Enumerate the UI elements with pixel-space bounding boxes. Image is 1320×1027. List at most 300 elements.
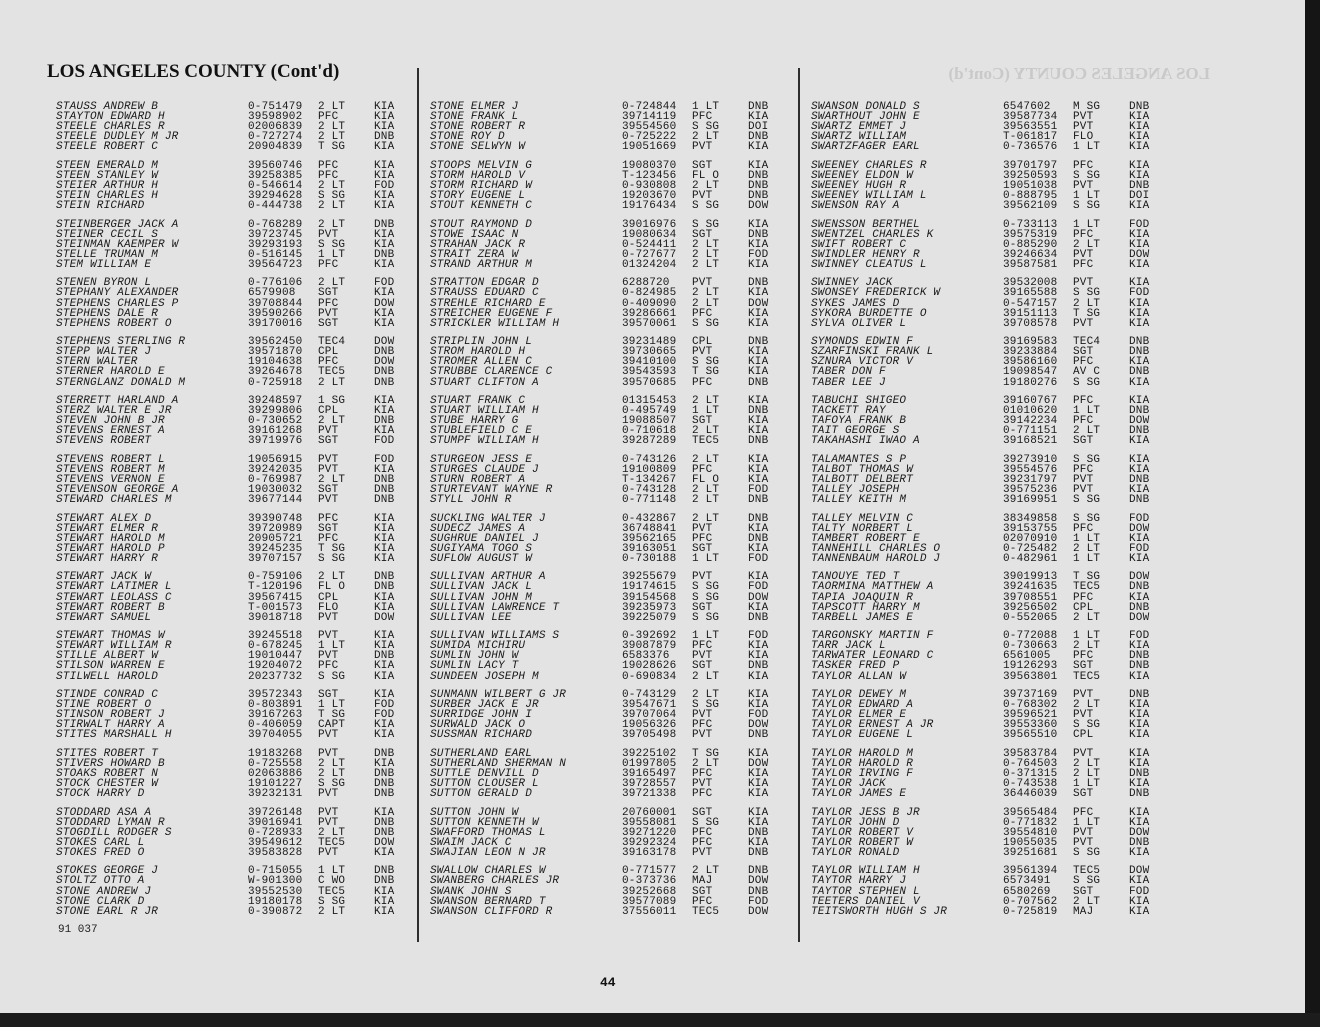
- entry-serial: 39583828: [248, 846, 303, 859]
- entry-name: STROMER ALLEN C: [430, 356, 533, 369]
- entry-name: STAYTON EDWARD H: [56, 111, 165, 124]
- entry-rank: S SG: [318, 238, 346, 251]
- entry-status: DOW: [374, 836, 395, 849]
- entry-status: DNB: [374, 248, 395, 261]
- entry-status: DNB: [748, 336, 769, 349]
- entry-rank: 2 LT: [1073, 699, 1101, 712]
- entry-rank: S SG: [692, 611, 720, 624]
- entry-name: STUART FRANK C: [430, 394, 526, 407]
- roster-group: [56, 866, 416, 925]
- entry-serial: 39251681: [1003, 846, 1058, 859]
- roster-entry: [430, 142, 790, 152]
- entry-name: TANNEHILL CHARLES O: [811, 542, 941, 555]
- entry-status: KIA: [748, 394, 769, 407]
- entry-serial: 39160767: [1003, 394, 1058, 407]
- entry-rank: PFC: [1073, 522, 1094, 535]
- entry-rank: 2 LT: [318, 757, 346, 770]
- entry-rank: SGT: [692, 415, 713, 428]
- entry-serial: 0-727677: [622, 248, 677, 261]
- show-through-title: LOS ANGELES COUNTY (Cont'd): [948, 64, 1210, 83]
- entry-name: SULLIVAN LEE: [430, 611, 512, 624]
- entry-serial: 0-728933: [248, 826, 303, 839]
- entry-status: KIA: [1129, 552, 1150, 565]
- entry-serial: 39726148: [248, 806, 303, 819]
- entry-status: KIA: [374, 542, 395, 555]
- entry-rank: CPL: [692, 336, 713, 349]
- entry-rank: 1 LT: [692, 101, 720, 113]
- entry-rank: S SG: [318, 670, 346, 683]
- entry-name: STOKES FRED O: [56, 846, 145, 859]
- roster-group: [430, 337, 790, 396]
- roster-entry: [811, 260, 1171, 270]
- entry-name: STURN ROBERT A: [430, 473, 526, 486]
- entry-rank: S SG: [318, 895, 346, 908]
- entry-status: KIA: [374, 522, 395, 535]
- entry-rank: PFC: [318, 532, 339, 545]
- entry-name: STILLE ALBERT W: [56, 650, 159, 663]
- entry-rank: 1 LT: [1073, 190, 1101, 203]
- entry-name: STUART WILLIAM H: [430, 405, 539, 418]
- roster-entry: [430, 672, 790, 682]
- entry-name: STYLL JOHN R: [430, 494, 512, 507]
- entry-serial: 01010620: [1003, 405, 1058, 418]
- entry-rank: PFC: [692, 376, 713, 389]
- entry-status: FOD: [748, 709, 769, 722]
- entry-name: SUTTON CLOUSER L: [430, 778, 539, 791]
- entry-rank: PVT: [692, 846, 713, 859]
- entry-serial: 39235973: [622, 601, 677, 614]
- entry-name: STEWART ROBERT B: [56, 601, 165, 614]
- entry-serial: 0-764503: [1003, 757, 1058, 770]
- entry-serial: T-061817: [1003, 131, 1058, 144]
- entry-status: KIA: [748, 453, 769, 466]
- entry-rank: C WO: [318, 875, 346, 888]
- entry-rank: 2 LT: [692, 258, 720, 271]
- roster-group: [430, 220, 790, 279]
- roster-entry: [430, 378, 790, 388]
- entry-rank: PFC: [1073, 258, 1094, 271]
- entry-serial: 0-725482: [1003, 542, 1058, 555]
- entry-rank: FLO: [1073, 131, 1094, 144]
- entry-status: KIA: [748, 141, 769, 154]
- entry-name: STRAIT ZERA W: [430, 248, 519, 261]
- entry-rank: 2 LT: [318, 571, 346, 584]
- entry-status: KIA: [748, 346, 769, 359]
- entry-status: DOW: [374, 297, 395, 310]
- entry-name: TARR JACK L: [811, 640, 886, 653]
- entry-serial: 19030032: [248, 484, 303, 497]
- scan-edge-right: [1305, 0, 1320, 1027]
- entry-serial: 0-803891: [248, 699, 303, 712]
- entry-name: STEWART JACK W: [56, 571, 152, 584]
- entry-serial: 39292324: [622, 836, 677, 849]
- entry-rank: 2 LT: [692, 394, 720, 407]
- entry-name: STEPHENS STERLING R: [56, 336, 186, 349]
- entry-rank: 1 LT: [1073, 532, 1101, 545]
- page-title: LOS ANGELES COUNTY (Cont'd): [47, 61, 340, 82]
- entry-rank: CAPT: [318, 719, 346, 732]
- entry-rank: S SG: [1073, 287, 1101, 300]
- roster-group: [811, 337, 1171, 396]
- entry-status: KIA: [374, 238, 395, 251]
- entry-serial: 6579908: [248, 287, 296, 300]
- entry-status: KIA: [748, 836, 769, 849]
- entry-status: KIA: [374, 905, 395, 918]
- entry-name: SWANSON BERNARD T: [430, 895, 546, 908]
- roster-group: [430, 102, 790, 161]
- entry-serial: 0-725222: [622, 131, 677, 144]
- entry-serial: 39410100: [622, 356, 677, 369]
- entry-name: SUDECZ JAMES A: [430, 522, 526, 535]
- entry-rank: 1 LT: [1073, 778, 1101, 791]
- entry-status: DNB: [1129, 179, 1150, 192]
- entry-status: DOW: [1129, 826, 1150, 839]
- entry-name: TAYTOR HARRY J: [811, 875, 907, 888]
- entry-rank: SGT: [692, 601, 713, 614]
- entry-status: DNB: [1129, 425, 1150, 438]
- roster-group: [430, 572, 790, 631]
- entry-name: STEWART WILLIAM R: [56, 640, 172, 653]
- entry-serial: 39286661: [622, 307, 677, 320]
- entry-name: SYMONDS EDWIN F: [811, 336, 914, 349]
- roster-entry: [430, 789, 790, 799]
- entry-name: STEWARD CHARLES M: [56, 494, 172, 507]
- entry-name: STILWELL HAROLD: [56, 670, 159, 683]
- entry-status: KIA: [748, 688, 769, 701]
- entry-status: KIA: [748, 788, 769, 801]
- roster-entry: [430, 907, 790, 917]
- entry-status: KIA: [1129, 200, 1150, 213]
- entry-name: TALAMANTES S P: [811, 453, 907, 466]
- entry-name: TACKETT RAY: [811, 405, 886, 418]
- entry-status: FOD: [748, 895, 769, 908]
- entry-serial: 19204072: [248, 660, 303, 673]
- entry-rank: 2 LT: [692, 494, 720, 507]
- entry-rank: PVT: [318, 747, 339, 760]
- entry-serial: 39019913: [1003, 571, 1058, 584]
- entry-serial: 0-771577: [622, 865, 677, 878]
- entry-status: KIA: [1129, 297, 1150, 310]
- entry-status: DNB: [374, 747, 395, 760]
- entry-rank: PVT: [318, 494, 339, 507]
- entry-name: SWEENEY ELDON W: [811, 169, 914, 182]
- entry-serial: 39549612: [248, 836, 303, 849]
- entry-name: TAYLOR ALLAN W: [811, 670, 907, 683]
- entry-serial: 6573491: [1003, 875, 1051, 888]
- entry-serial: 39250593: [1003, 169, 1058, 182]
- roster-group: [430, 455, 790, 514]
- entry-serial: 39707157: [248, 552, 303, 565]
- entry-rank: PVT: [1073, 248, 1094, 261]
- roster-group: [56, 808, 416, 867]
- roster-entry: [56, 260, 416, 270]
- entry-rank: PVT: [318, 228, 339, 241]
- entry-status: KIA: [374, 885, 395, 898]
- entry-rank: PVT: [318, 611, 339, 624]
- entry-serial: 0-524411: [622, 238, 677, 251]
- entry-status: DOW: [1129, 611, 1150, 624]
- entry-name: STRAND ARTHUR M: [430, 258, 533, 271]
- entry-status: KIA: [748, 415, 769, 428]
- entry-rank: PVT: [1073, 179, 1094, 192]
- entry-name: STEIN RICHARD: [56, 200, 145, 213]
- entry-serial: 39704055: [248, 729, 303, 742]
- roster-column-2: [430, 102, 790, 925]
- entry-rank: PFC: [692, 463, 713, 476]
- entry-name: SYKORA BURDETTE O: [811, 307, 927, 320]
- entry-serial: 37556011: [622, 905, 677, 918]
- entry-status: DNB: [748, 660, 769, 673]
- entry-status: KIA: [748, 317, 769, 330]
- entry-name: TAYLOR DEWEY M: [811, 688, 907, 701]
- entry-name: SUNDEEN JOSEPH M: [430, 670, 539, 683]
- entry-serial: 19056326: [622, 719, 677, 732]
- entry-rank: M SG: [1073, 101, 1101, 113]
- entry-rank: SGT: [1073, 346, 1094, 359]
- entry-status: DNB: [374, 571, 395, 584]
- entry-status: KIA: [1129, 317, 1150, 330]
- entry-status: KIA: [374, 846, 395, 859]
- entry-rank: S SG: [1073, 200, 1101, 213]
- entry-status: KIA: [374, 101, 395, 113]
- entry-serial: 39564723: [248, 258, 303, 271]
- entry-serial: 19056915: [248, 453, 303, 466]
- entry-serial: 39252668: [622, 885, 677, 898]
- entry-status: KIA: [374, 307, 395, 320]
- entry-rank: PVT: [318, 650, 339, 663]
- entry-rank: S SG: [318, 778, 346, 791]
- entry-serial: 0-824985: [622, 287, 677, 300]
- entry-rank: S SG: [1073, 494, 1101, 507]
- entry-name: STOWE ISAAC N: [430, 228, 519, 241]
- entry-rank: PVT: [1073, 277, 1094, 290]
- entry-rank: T SG: [1073, 571, 1101, 584]
- roster-group: [430, 866, 790, 925]
- entry-rank: MAJ: [1073, 905, 1094, 918]
- entry-name: STERRETT HARLAND A: [56, 394, 179, 407]
- entry-serial: 0-730188: [622, 552, 677, 565]
- entry-status: DOW: [374, 611, 395, 624]
- entry-status: KIA: [374, 729, 395, 742]
- entry-serial: 39163178: [622, 846, 677, 859]
- entry-serial: 39273910: [1003, 453, 1058, 466]
- entry-serial: 39532008: [1003, 277, 1058, 290]
- entry-rank: SGT: [318, 688, 339, 701]
- entry-status: KIA: [374, 258, 395, 271]
- entry-name: SWARTHOUT JOHN E: [811, 111, 920, 124]
- entry-serial: 0-727274: [248, 131, 303, 144]
- roster-column-1: [56, 102, 416, 925]
- entry-rank: PFC: [318, 258, 339, 271]
- entry-name: STURTEVANT WAYNE R: [430, 484, 553, 497]
- entry-status: DOW: [748, 905, 769, 918]
- roster-entry: [430, 613, 790, 623]
- entry-status: DNB: [1129, 101, 1150, 113]
- entry-rank: 2 LT: [318, 905, 346, 918]
- entry-rank: 2 LT: [318, 376, 346, 389]
- entry-rank: PVT: [692, 277, 713, 290]
- entry-serial: 19126293: [1003, 660, 1058, 673]
- entry-serial: 19203670: [622, 190, 677, 203]
- entry-serial: 0-707562: [1003, 895, 1058, 908]
- entry-name: STEVENS ROBERT L: [56, 453, 165, 466]
- entry-name: SULLIVAN LAWRENCE T: [430, 601, 560, 614]
- entry-rank: CPL: [318, 405, 339, 418]
- entry-name: STONE ROY D: [430, 131, 505, 144]
- entry-status: DNB: [374, 788, 395, 801]
- entry-serial: 19176434: [622, 200, 677, 213]
- entry-serial: 39701797: [1003, 159, 1058, 172]
- entry-status: KIA: [748, 218, 769, 231]
- entry-serial: T-120196: [248, 581, 303, 594]
- entry-serial: W-901300: [248, 875, 303, 888]
- entry-status: FOD: [748, 581, 769, 594]
- roster-entry: [811, 789, 1171, 799]
- entry-serial: 6561005: [1003, 650, 1051, 663]
- entry-serial: 0-409090: [622, 297, 677, 310]
- entry-rank: PFC: [692, 111, 713, 124]
- entry-serial: 39231489: [622, 336, 677, 349]
- entry-status: DOI: [748, 121, 769, 134]
- entry-status: KIA: [374, 532, 395, 545]
- entry-name: TAPSCOTT HARRY M: [811, 601, 920, 614]
- entry-serial: 39299806: [248, 405, 303, 418]
- entry-status: DNB: [1129, 366, 1150, 379]
- entry-rank: SGT: [318, 522, 339, 535]
- entry-status: KIA: [1129, 453, 1150, 466]
- entry-serial: 20904839: [248, 141, 303, 154]
- entry-serial: 39730665: [622, 346, 677, 359]
- entry-name: TAORMINA MATTHEW A: [811, 581, 934, 594]
- entry-status: FOD: [748, 552, 769, 565]
- entry-name: SUGIYAMA TOGO S: [430, 542, 533, 555]
- entry-rank: S SG: [692, 218, 720, 231]
- entry-status: DNB: [748, 376, 769, 389]
- entry-serial: 39087879: [622, 640, 677, 653]
- entry-rank: AV C: [1073, 366, 1101, 379]
- entry-name: STERZ WALTER E JR: [56, 405, 172, 418]
- entry-status: DNB: [1129, 688, 1150, 701]
- entry-rank: PVT: [1073, 709, 1094, 722]
- entry-serial: 39562165: [622, 532, 677, 545]
- entry-rank: T SG: [318, 141, 346, 154]
- entry-rank: SGT: [692, 885, 713, 898]
- entry-rank: PFC: [1073, 463, 1094, 476]
- roster-group: [430, 631, 790, 690]
- entry-name: STEVENS VERNON E: [56, 473, 165, 486]
- roster-entry: [430, 848, 790, 858]
- entry-rank: 1 LT: [692, 552, 720, 565]
- entry-serial: 0-885290: [1003, 238, 1058, 251]
- entry-rank: PFC: [318, 356, 339, 369]
- entry-name: SWAJIAN LEON N JR: [430, 846, 546, 859]
- entry-serial: 39572343: [248, 688, 303, 701]
- entry-status: FOD: [1129, 287, 1150, 300]
- entry-status: DNB: [1129, 494, 1150, 507]
- entry-name: TABER DON F: [811, 366, 886, 379]
- entry-serial: 39562109: [1003, 200, 1058, 213]
- entry-status: FOD: [748, 248, 769, 261]
- entry-serial: 0-930808: [622, 179, 677, 192]
- entry-name: TAYTOR STEPHEN L: [811, 885, 920, 898]
- entry-status: KIA: [748, 767, 769, 780]
- entry-serial: 39577089: [622, 895, 677, 908]
- roster-group: [430, 396, 790, 455]
- entry-serial: 39165497: [622, 767, 677, 780]
- roster-entry: [811, 848, 1171, 858]
- roster-group: [56, 102, 416, 161]
- entry-name: STIRWALT HARRY A: [56, 719, 165, 732]
- entry-serial: 39161268: [248, 425, 303, 438]
- entry-rank: SGT: [692, 159, 713, 172]
- entry-status: KIA: [748, 601, 769, 614]
- entry-name: STOKES GEORGE J: [56, 865, 159, 878]
- entry-status: KIA: [1129, 846, 1150, 859]
- entry-serial: 39723745: [248, 228, 303, 241]
- entry-serial: 39737169: [1003, 688, 1058, 701]
- entry-status: KIA: [1129, 159, 1150, 172]
- entry-name: STEIN CHARLES H: [56, 190, 159, 203]
- entry-rank: S SG: [692, 816, 720, 829]
- entry-name: STEIER ARTHUR H: [56, 179, 159, 192]
- entry-status: KIA: [748, 778, 769, 791]
- entry-rank: PVT: [1073, 836, 1094, 849]
- entry-rank: SGT: [1073, 788, 1094, 801]
- entry-status: DNB: [748, 228, 769, 241]
- entry-status: FOD: [374, 435, 395, 448]
- entry-name: STEWART ALEX D: [56, 512, 152, 525]
- entry-serial: 6547602: [1003, 101, 1051, 113]
- entry-name: TAMBERT ROBERT E: [811, 532, 920, 545]
- entry-status: KIA: [1129, 131, 1150, 144]
- entry-serial: 01997805: [622, 757, 677, 770]
- entry-rank: PFC: [1073, 415, 1094, 428]
- roster-group: [56, 337, 416, 396]
- entry-serial: 6580269: [1003, 885, 1051, 898]
- entry-name: STONE ELMER J: [430, 101, 519, 113]
- entry-status: KIA: [1129, 435, 1150, 448]
- entry-status: KIA: [374, 670, 395, 683]
- entry-serial: 0-725918: [248, 376, 303, 389]
- entry-name: STEEN STANLEY W: [56, 169, 159, 182]
- entry-status: DNB: [1129, 660, 1150, 673]
- entry-serial: 39563801: [1003, 670, 1058, 683]
- entry-rank: 2 LT: [318, 415, 346, 428]
- entry-status: DOI: [1129, 190, 1150, 203]
- entry-status: DNB: [748, 169, 769, 182]
- entry-status: DNB: [748, 494, 769, 507]
- entry-rank: 1 LT: [1073, 218, 1101, 231]
- entry-serial: 19080370: [622, 159, 677, 172]
- entry-name: STONE FRANK L: [430, 111, 519, 124]
- entry-rank: S SG: [692, 699, 720, 712]
- entry-name: SWEENEY CHARLES R: [811, 159, 927, 172]
- entry-rank: 2 LT: [692, 670, 720, 683]
- entry-rank: PVT: [318, 630, 339, 643]
- entry-status: KIA: [374, 425, 395, 438]
- entry-serial: 39586160: [1003, 356, 1058, 369]
- roster-group: [811, 866, 1171, 925]
- entry-rank: PFC: [1073, 806, 1094, 819]
- roster-entry: [56, 142, 416, 152]
- entry-rank: PFC: [1073, 650, 1094, 663]
- entry-status: DNB: [1129, 405, 1150, 418]
- entry-status: KIA: [1129, 757, 1150, 770]
- entry-name: STORM HAROLD V: [430, 169, 526, 182]
- entry-name: STAUSS ANDREW B: [56, 101, 159, 113]
- entry-rank: PFC: [1073, 159, 1094, 172]
- entry-rank: 1 LT: [692, 630, 720, 643]
